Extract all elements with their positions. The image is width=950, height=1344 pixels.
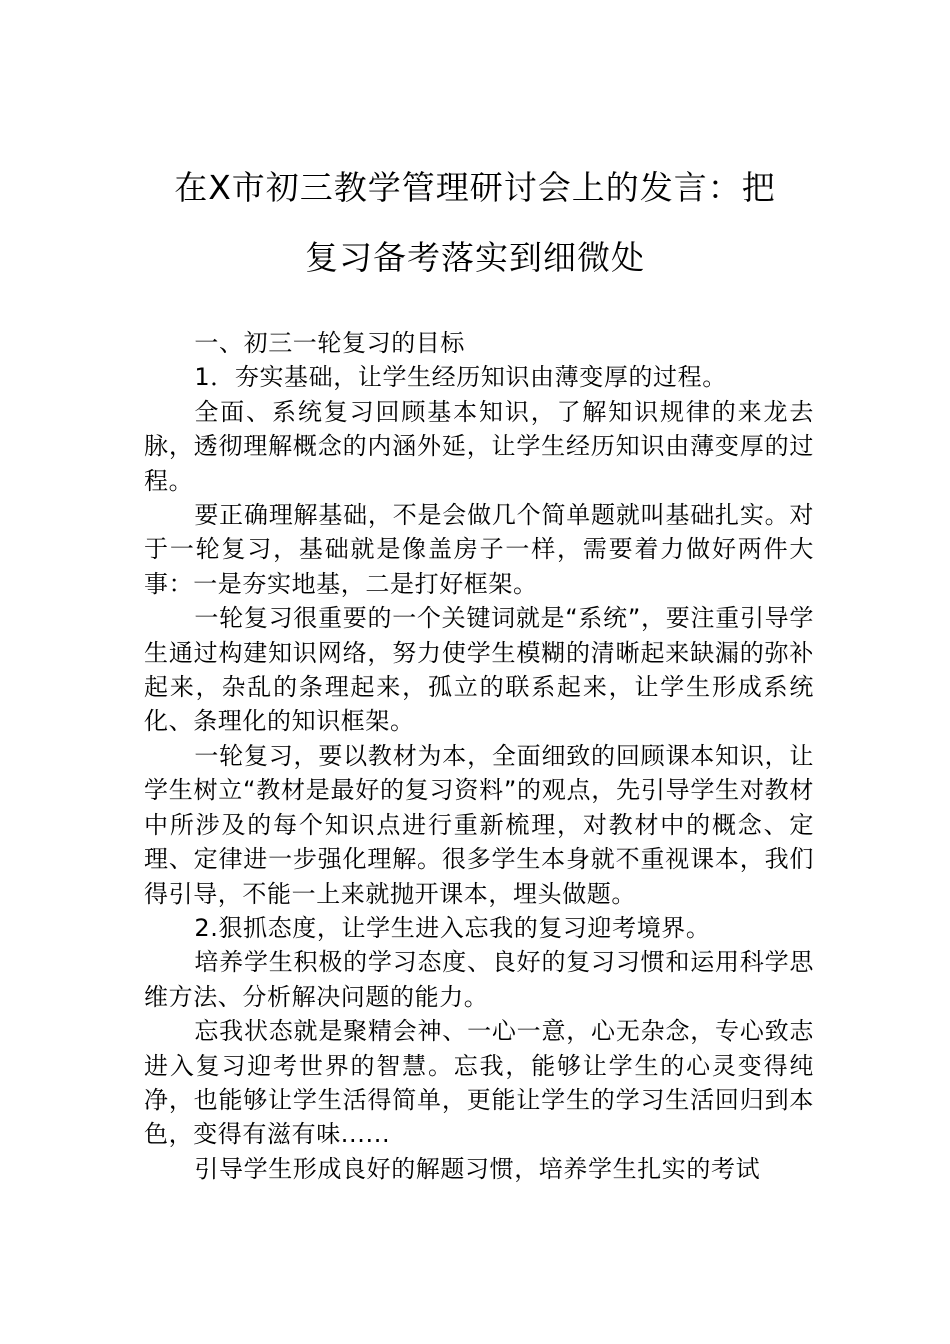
paragraph: 全面、系统复习回顾基本知识，了解知识规律的来龙去脉，透彻理解概念的内涵外延，让学生经历知识由薄变厚的过程。 (144, 397, 814, 495)
paragraph: 要正确理解基础，不是会做几个简单题就叫基础扎实。对于一轮复习，基础就是像盖房子一样，需要着力做好两件大事：一是夯实地基，二是打好框架。 (144, 501, 814, 598)
paragraph: 引导学生形成良好的解题习惯，培养学生扎实的考试 (194, 1154, 761, 1183)
subheading-1: 1．夯实基础，让学生经历知识由薄变厚的过程。 (194, 363, 727, 392)
subheading-2: 2.狠抓态度，让学生进入忘我的复习迎考境界。 (194, 913, 711, 942)
document-title-line-2: 复习备考落实到细微处 (305, 238, 645, 277)
paragraph: 一轮复习，要以教材为本，全面细致的回顾课本知识，让学生树立“教材是最好的复习资料”的观点，先引导学生对教材中所涉及的每个知识点进行重新梳理，对教材中的概念、定理、定律进一步强化理解。很多学生本身就不重视课本，我们得引导，不能一上来就抛开课本，埋头做题。 (144, 741, 814, 908)
document-title-line-1: 在X市初三教学管理研讨会上的发言：把 (174, 168, 776, 207)
document-body (144, 326, 814, 1186)
paragraph: 培养学生积极的学习态度、良好的复习习惯和运用科学思维方法、分析解决问题的能力。 (144, 948, 814, 1011)
section-heading: 一、初三一轮复习的目标 (194, 329, 465, 357)
paragraph: 一轮复习很重要的一个关键词就是“系统”，要注重引导学生通过构建知识网络，努力使学生模糊的清晰起来缺漏的弥补起来，杂乱的条理起来，孤立的联系起来，让学生形成系统化、条理化的知识框架。 (144, 604, 814, 736)
paragraph: 忘我状态就是聚精会神、一心一意，心无杂念，专心致志进入复习迎考世界的智慧。忘我，能够让学生的心灵变得纯净，也能够让学生活得简单，更能让学生的学习生活回归到本色，变得有滋有味...... (144, 1017, 814, 1149)
